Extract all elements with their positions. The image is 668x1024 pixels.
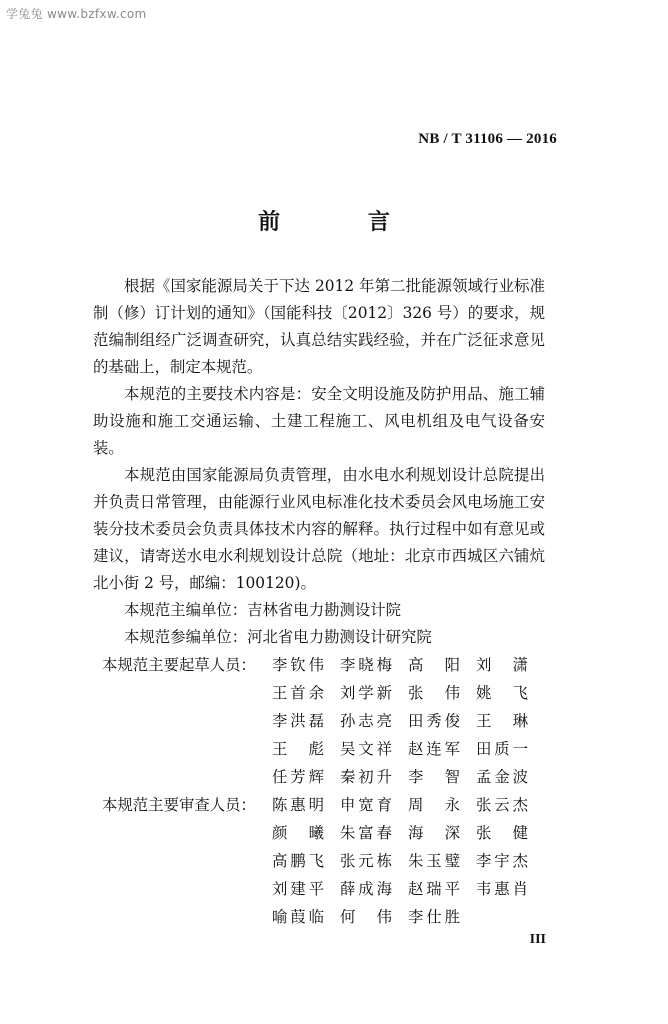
person-name: 田秀俊 bbox=[408, 711, 460, 730]
people-row bbox=[93, 875, 545, 903]
person-name: 喻葭临 bbox=[272, 907, 324, 926]
participating-unit: 本规范参编单位：河北省电力勘测设计研究院 bbox=[124, 628, 432, 646]
person-name: 刘建平 bbox=[272, 879, 324, 898]
people-row bbox=[93, 763, 545, 791]
person-name: 秦初升 bbox=[340, 767, 392, 786]
person-name: 王首余 bbox=[272, 683, 324, 702]
paragraph-2: 本规范的主要技术内容是：安全文明设施及防护用品、施工辅助设施和施工交通运输、土建工程施工、风电机组及电气设备安装。 bbox=[93, 385, 545, 457]
person-name: 申宽育 bbox=[340, 795, 392, 814]
person-name: 李仕胜 bbox=[408, 907, 460, 926]
person-name: 陈惠明 bbox=[272, 795, 324, 814]
person-name: 高鹏飞 bbox=[272, 851, 324, 870]
people-row bbox=[93, 819, 545, 847]
person-name: 高阳 bbox=[408, 655, 460, 674]
person-name: 周永 bbox=[408, 795, 460, 814]
people-row bbox=[93, 735, 545, 763]
people-row bbox=[93, 679, 545, 707]
person-name: 王琳 bbox=[476, 711, 528, 730]
people-row bbox=[93, 903, 545, 931]
person-name: 王彪 bbox=[272, 739, 324, 758]
person-name: 赵连军 bbox=[408, 739, 460, 758]
person-name: 李宇杰 bbox=[476, 851, 528, 870]
person-name: 何伟 bbox=[340, 907, 392, 926]
person-name: 李晓梅 bbox=[340, 655, 392, 674]
paragraph-3: 本规范由国家能源局负责管理，由水电水利规划设计总院提出并负责日常管理，由能源行业风电标准化技术委员会风电场施工安装分技术委员会负责具体技术内容的解释。执行过程中如有意见或建议，请寄送水电水利规划设计总院（地址：北京市西城区六铺炕北小街 2 号，邮编：100120)。 bbox=[93, 466, 545, 592]
person-name: 海深 bbox=[408, 823, 460, 842]
person-name: 刘潇 bbox=[476, 655, 528, 674]
reviewers-list bbox=[93, 791, 545, 931]
person-name: 李洪磊 bbox=[272, 711, 324, 730]
people-row bbox=[93, 847, 545, 875]
person-name: 张伟 bbox=[408, 683, 460, 702]
people-row bbox=[93, 791, 545, 819]
person-name: 张云杰 bbox=[476, 795, 528, 814]
watermark-text: 学兔兔 www.bzfxw.com bbox=[6, 7, 147, 21]
page-number: III bbox=[529, 932, 546, 947]
page-title: 前 言 bbox=[258, 210, 430, 235]
person-name: 颜曦 bbox=[272, 823, 324, 842]
person-name: 张元栋 bbox=[340, 851, 392, 870]
person-name: 赵瑞平 bbox=[408, 879, 460, 898]
people-row bbox=[93, 651, 545, 679]
person-name: 孟金波 bbox=[476, 767, 528, 786]
person-name: 朱玉璧 bbox=[408, 851, 460, 870]
chief-unit: 本规范主编单位：吉林省电力勘测设计院 bbox=[124, 601, 402, 619]
person-name: 薛成海 bbox=[340, 879, 392, 898]
people-row bbox=[93, 707, 545, 735]
person-name: 任芳辉 bbox=[272, 767, 324, 786]
preface-body bbox=[93, 273, 545, 931]
person-name: 刘学新 bbox=[340, 683, 392, 702]
person-name: 姚飞 bbox=[476, 683, 528, 702]
paragraph-1: 根据《国家能源局关于下达 2012 年第二批能源领域行业标准制（修）订计划的通知》（国能科技〔2012〕326 号）的要求，规范编制组经广泛调查研究，认真总结实践经验，并在广泛征求意见的基础上，制定本规范。 bbox=[93, 277, 545, 376]
people-group-label: 本规范主要起草人员： bbox=[102, 655, 256, 674]
person-name: 田质一 bbox=[476, 739, 528, 758]
drafters-list bbox=[93, 651, 545, 791]
person-name: 朱富春 bbox=[340, 823, 392, 842]
person-name: 李智 bbox=[408, 767, 460, 786]
people-group-label: 本规范主要审查人员： bbox=[102, 795, 256, 814]
person-name: 韦惠肖 bbox=[476, 879, 528, 898]
standard-code: NB / T 31106 — 2016 bbox=[418, 131, 557, 147]
person-name: 李钦伟 bbox=[272, 655, 324, 674]
person-name: 吴文祥 bbox=[340, 739, 392, 758]
person-name: 孙志亮 bbox=[340, 711, 392, 730]
person-name: 张健 bbox=[476, 823, 528, 842]
